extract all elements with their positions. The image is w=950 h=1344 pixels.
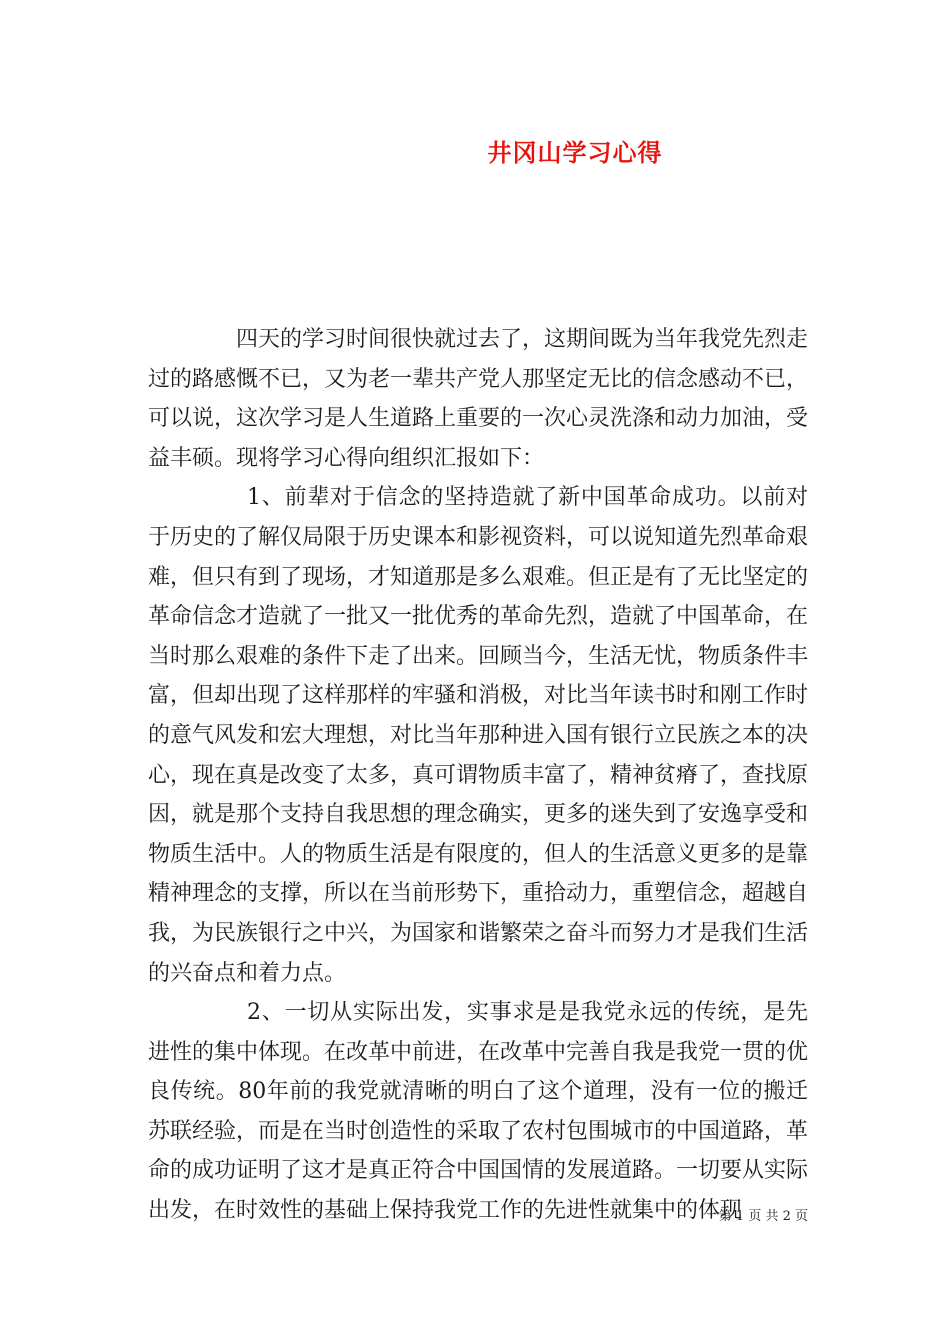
paragraph-point-2: 2、一切从实际出发，实事求是是我党永远的传统，是先进性的集中体现。在改革中前进，在改革中完善自我是我党一贯的优良传统。80年前的我党就清晰的明白了这个道理，没有一位的搬迁苏联经验，而是在当时创造性的采取了农村包围城市的中国道路，革命的成功证明了这才是真正符合中国国情的发展道路。一切要从实际出发，在时效性的基础上保持我党工作的先进性就集中的体现 — [148, 1000, 809, 1224]
page-number-footer: 第 1 页 共 2 页 — [718, 1209, 808, 1224]
paragraph-point-1: 1、前辈对于信念的坚持造就了新中国革命成功。以前对于历史的了解仅局限于历史课本和影视资料，可以说知道先烈革命艰难，但只有到了现场，才知道那是多么艰难。但正是有了无比坚定的革命信念才造就了一批又一批优秀的革命先烈，造就了中国革命，在当时那么艰难的条件下走了出来。回顾当今，生活无忧，物质条件丰富，但却出现了这样那样的牢骚和消极，对比当年读书时和刚工作时的意气风发和宏大理想，对比当年那种进入国有银行立民族之本的决心，现在真是改变了太多，真可谓物质丰富了，精神贫瘠了，查找原因，就是那个支持自我思想的理念确实，更多的迷失到了安逸享受和物质生活中。人的物质生活是有限度的，但人的生活意义更多的是靠精神理念的支撑，所以在当前形势下，重拾动力，重塑信念，超越自我，为民族银行之中兴，为国家和谐繁荣之奋斗而努力才是我们生活的兴奋点和着力点。 — [148, 485, 809, 986]
document-body — [148, 320, 808, 1231]
paragraph-intro: 四天的学习时间很快就过去了，这期间既为当年我党先烈走过的路感慨不已，又为老一辈共产党人那坚定无比的信念感动不已，可以说，这次学习是人生道路上重要的一次心灵洗涤和动力加油，受益丰硕。现将学习心得向组织汇报如下： — [148, 327, 809, 471]
page-title: 井冈山学习心得 — [487, 138, 663, 167]
